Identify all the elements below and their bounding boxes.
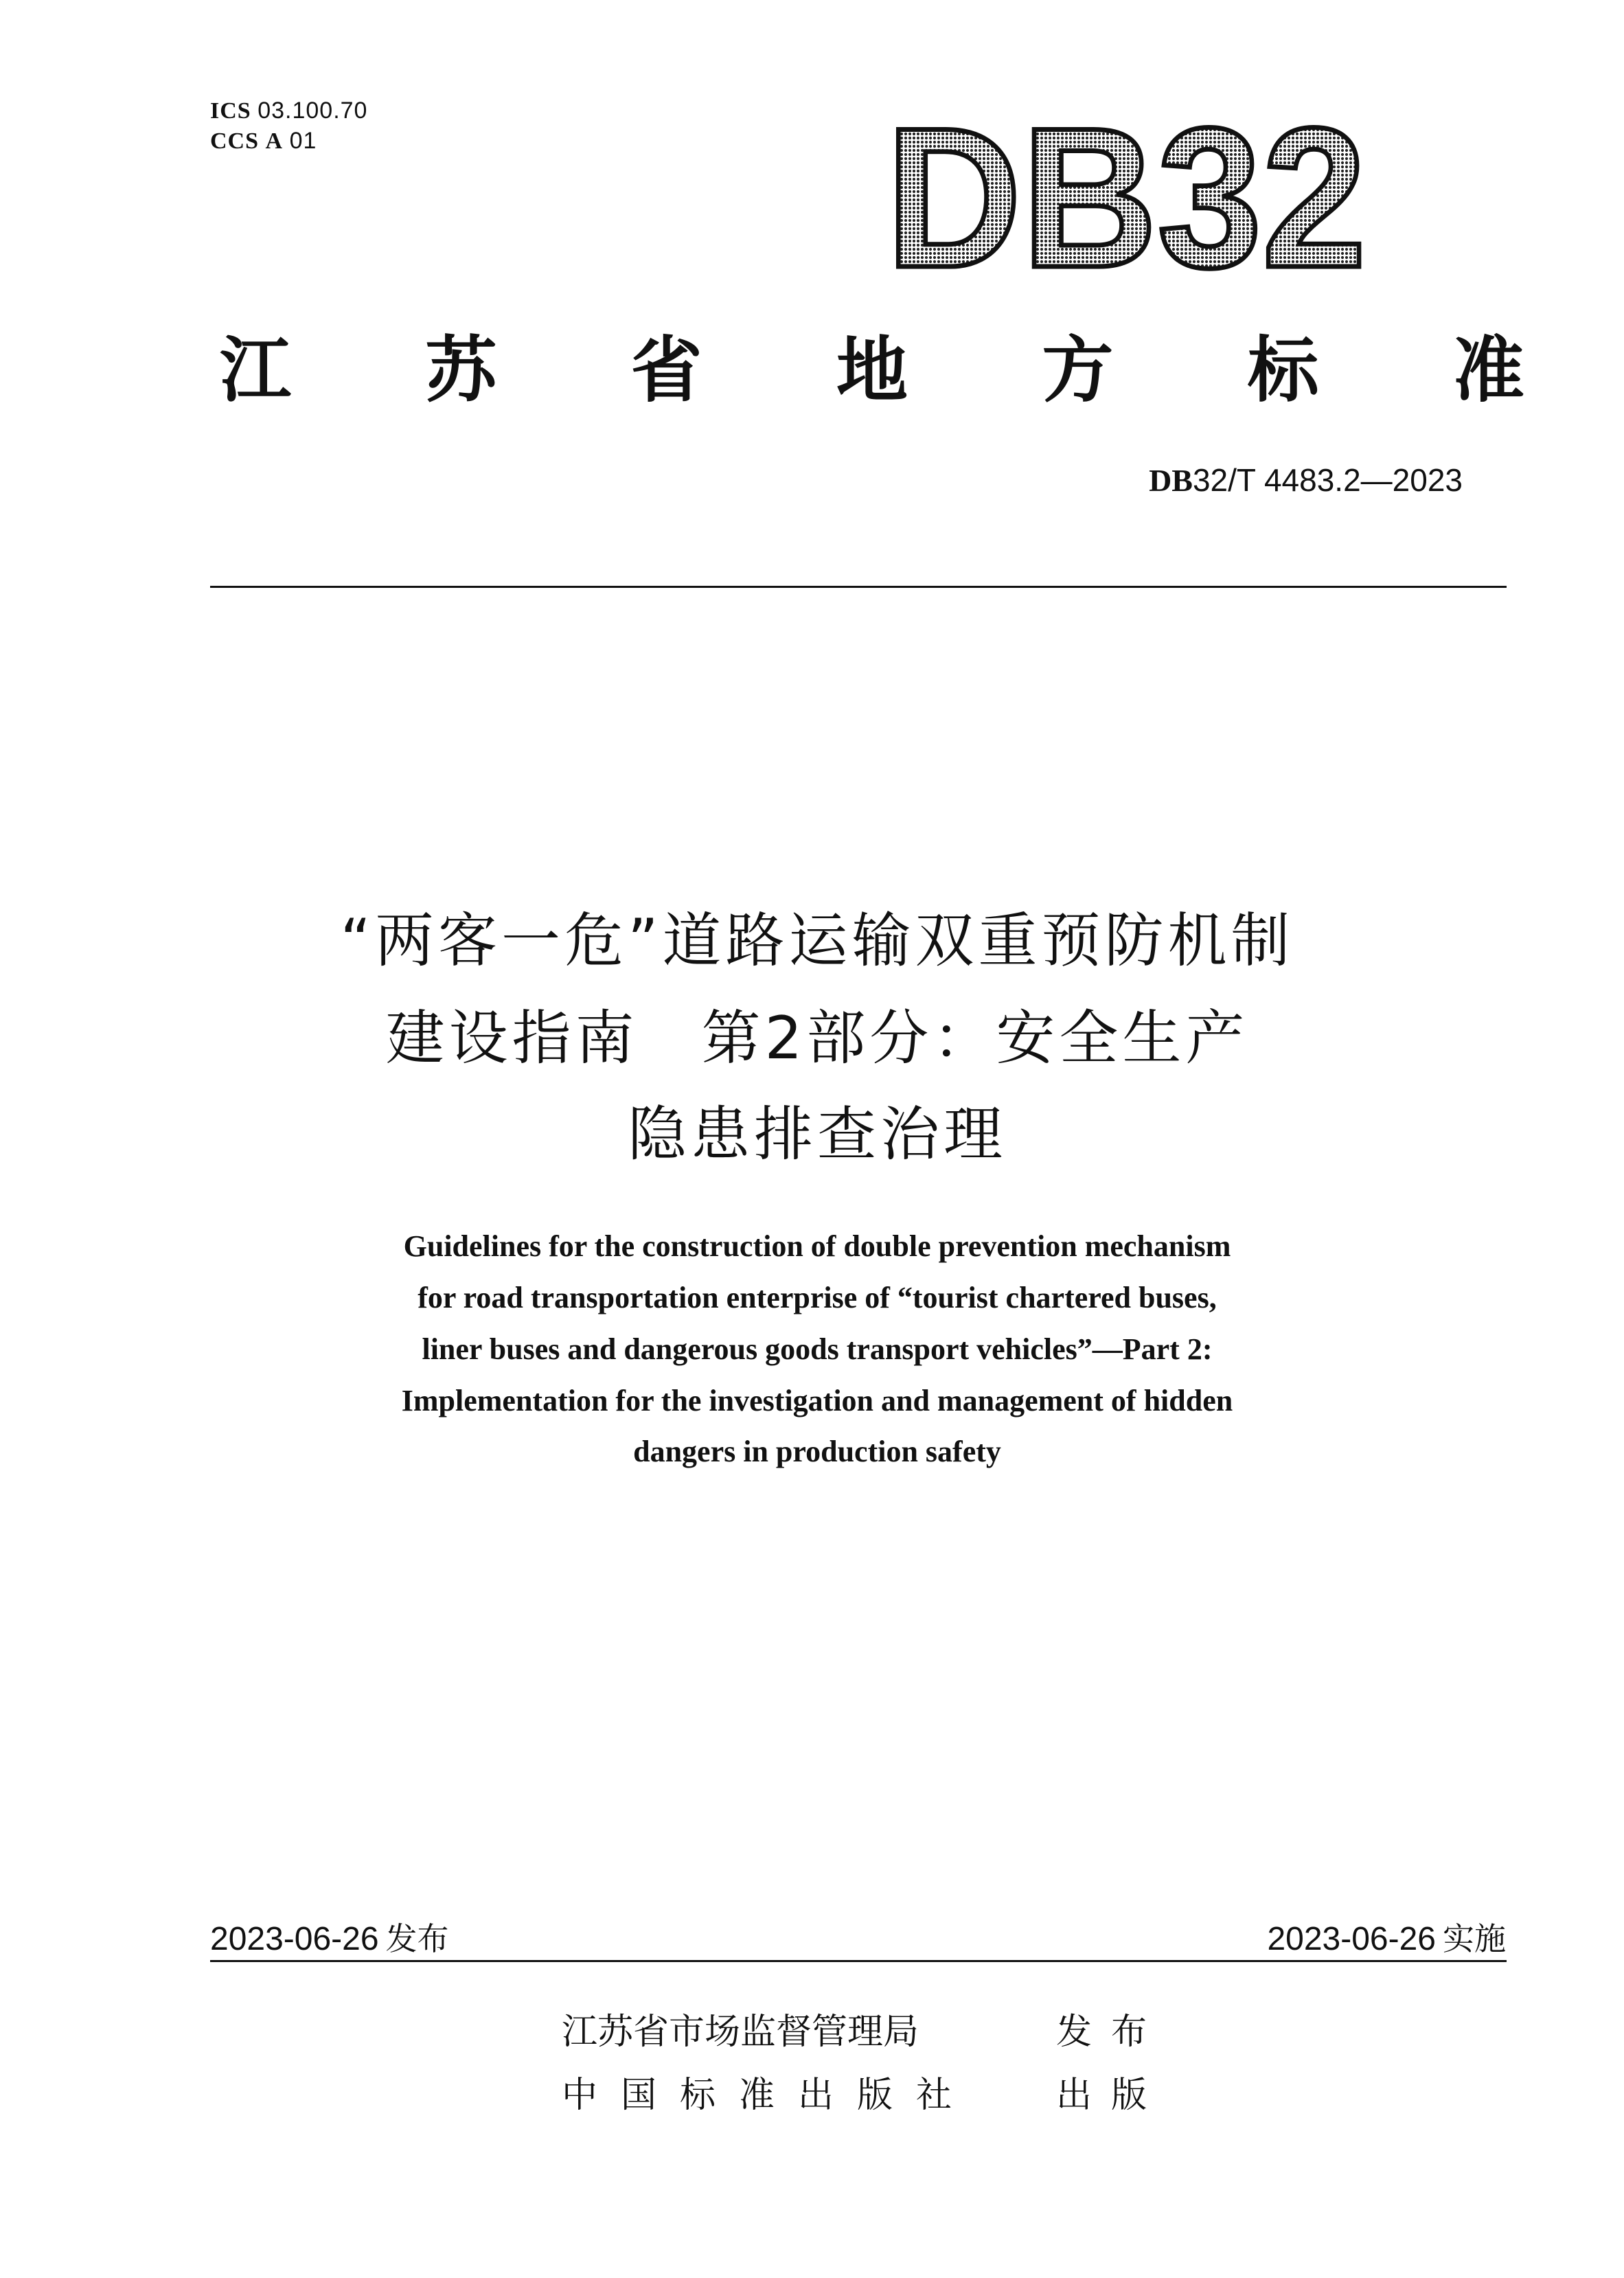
ics-code <box>210 98 367 124</box>
effective-date-value: 2023-06-26 <box>1267 1921 1436 1957</box>
title-en-line-5: dangers in production safety <box>633 1435 1001 1468</box>
footer-divider <box>210 1960 1507 1962</box>
release-date-label: 发布 <box>385 1920 449 1957</box>
standard-number <box>1149 462 1463 499</box>
press-role: 出版 <box>1056 2075 1167 2116</box>
standard-type-char: 准 <box>1452 328 1524 412</box>
standard-type-char: 标 <box>1247 328 1319 412</box>
title-cn-line-1: “两客一危”道路运输双重预防机制 <box>340 907 1294 975</box>
header-divider <box>210 586 1507 588</box>
release-date <box>210 1914 449 1959</box>
title-cn-line-2: 建设指南 第2部分：安全生产 <box>385 1004 1249 1073</box>
release-date-value: 2023-06-26 <box>210 1921 379 1957</box>
ccs-code <box>210 128 317 155</box>
db32-logo-text: DB32 <box>886 103 1366 295</box>
ccs-class: A <box>265 128 284 154</box>
standard-type-char: 省 <box>630 328 702 412</box>
title-en-line-3: liner buses and dangerous goods transport vehicles”—Part 2: <box>422 1332 1213 1366</box>
press-organization: 中国标准出版社 <box>562 2075 976 2116</box>
title-en-line-1: Guidelines for the construction of double prevention mechanism <box>403 1229 1231 1263</box>
standard-number-rest: 32/T 4483.2—2023 <box>1192 462 1463 498</box>
standard-type-char: 江 <box>220 328 292 412</box>
effective-date <box>1267 1914 1506 1959</box>
standard-type-char: 苏 <box>425 328 497 412</box>
publisher-organization: 江苏省市场监督管理局 <box>562 2012 919 2053</box>
title-cn-line-3: 隐患排查治理 <box>628 1100 1007 1169</box>
db32-logo <box>879 103 1373 295</box>
title-en-line-2: for road transportation enterprise of “tourist chartered buses, <box>418 1281 1217 1314</box>
ccs-label: CCS <box>210 128 260 154</box>
effective-date-label: 实施 <box>1443 1920 1506 1957</box>
title-en-line-4: Implementation for the investigation and management of hidden <box>401 1384 1233 1417</box>
standard-type-heading <box>220 316 1524 412</box>
ics-label: ICS <box>210 98 251 124</box>
ics-value: 03.100.70 <box>258 98 368 124</box>
publisher-role: 发布 <box>1056 2012 1167 2053</box>
standard-type-char: 地 <box>836 328 908 412</box>
ccs-value: 01 <box>289 128 317 154</box>
standard-type-char: 方 <box>1042 328 1114 412</box>
standard-number-prefix: DB <box>1149 463 1193 498</box>
